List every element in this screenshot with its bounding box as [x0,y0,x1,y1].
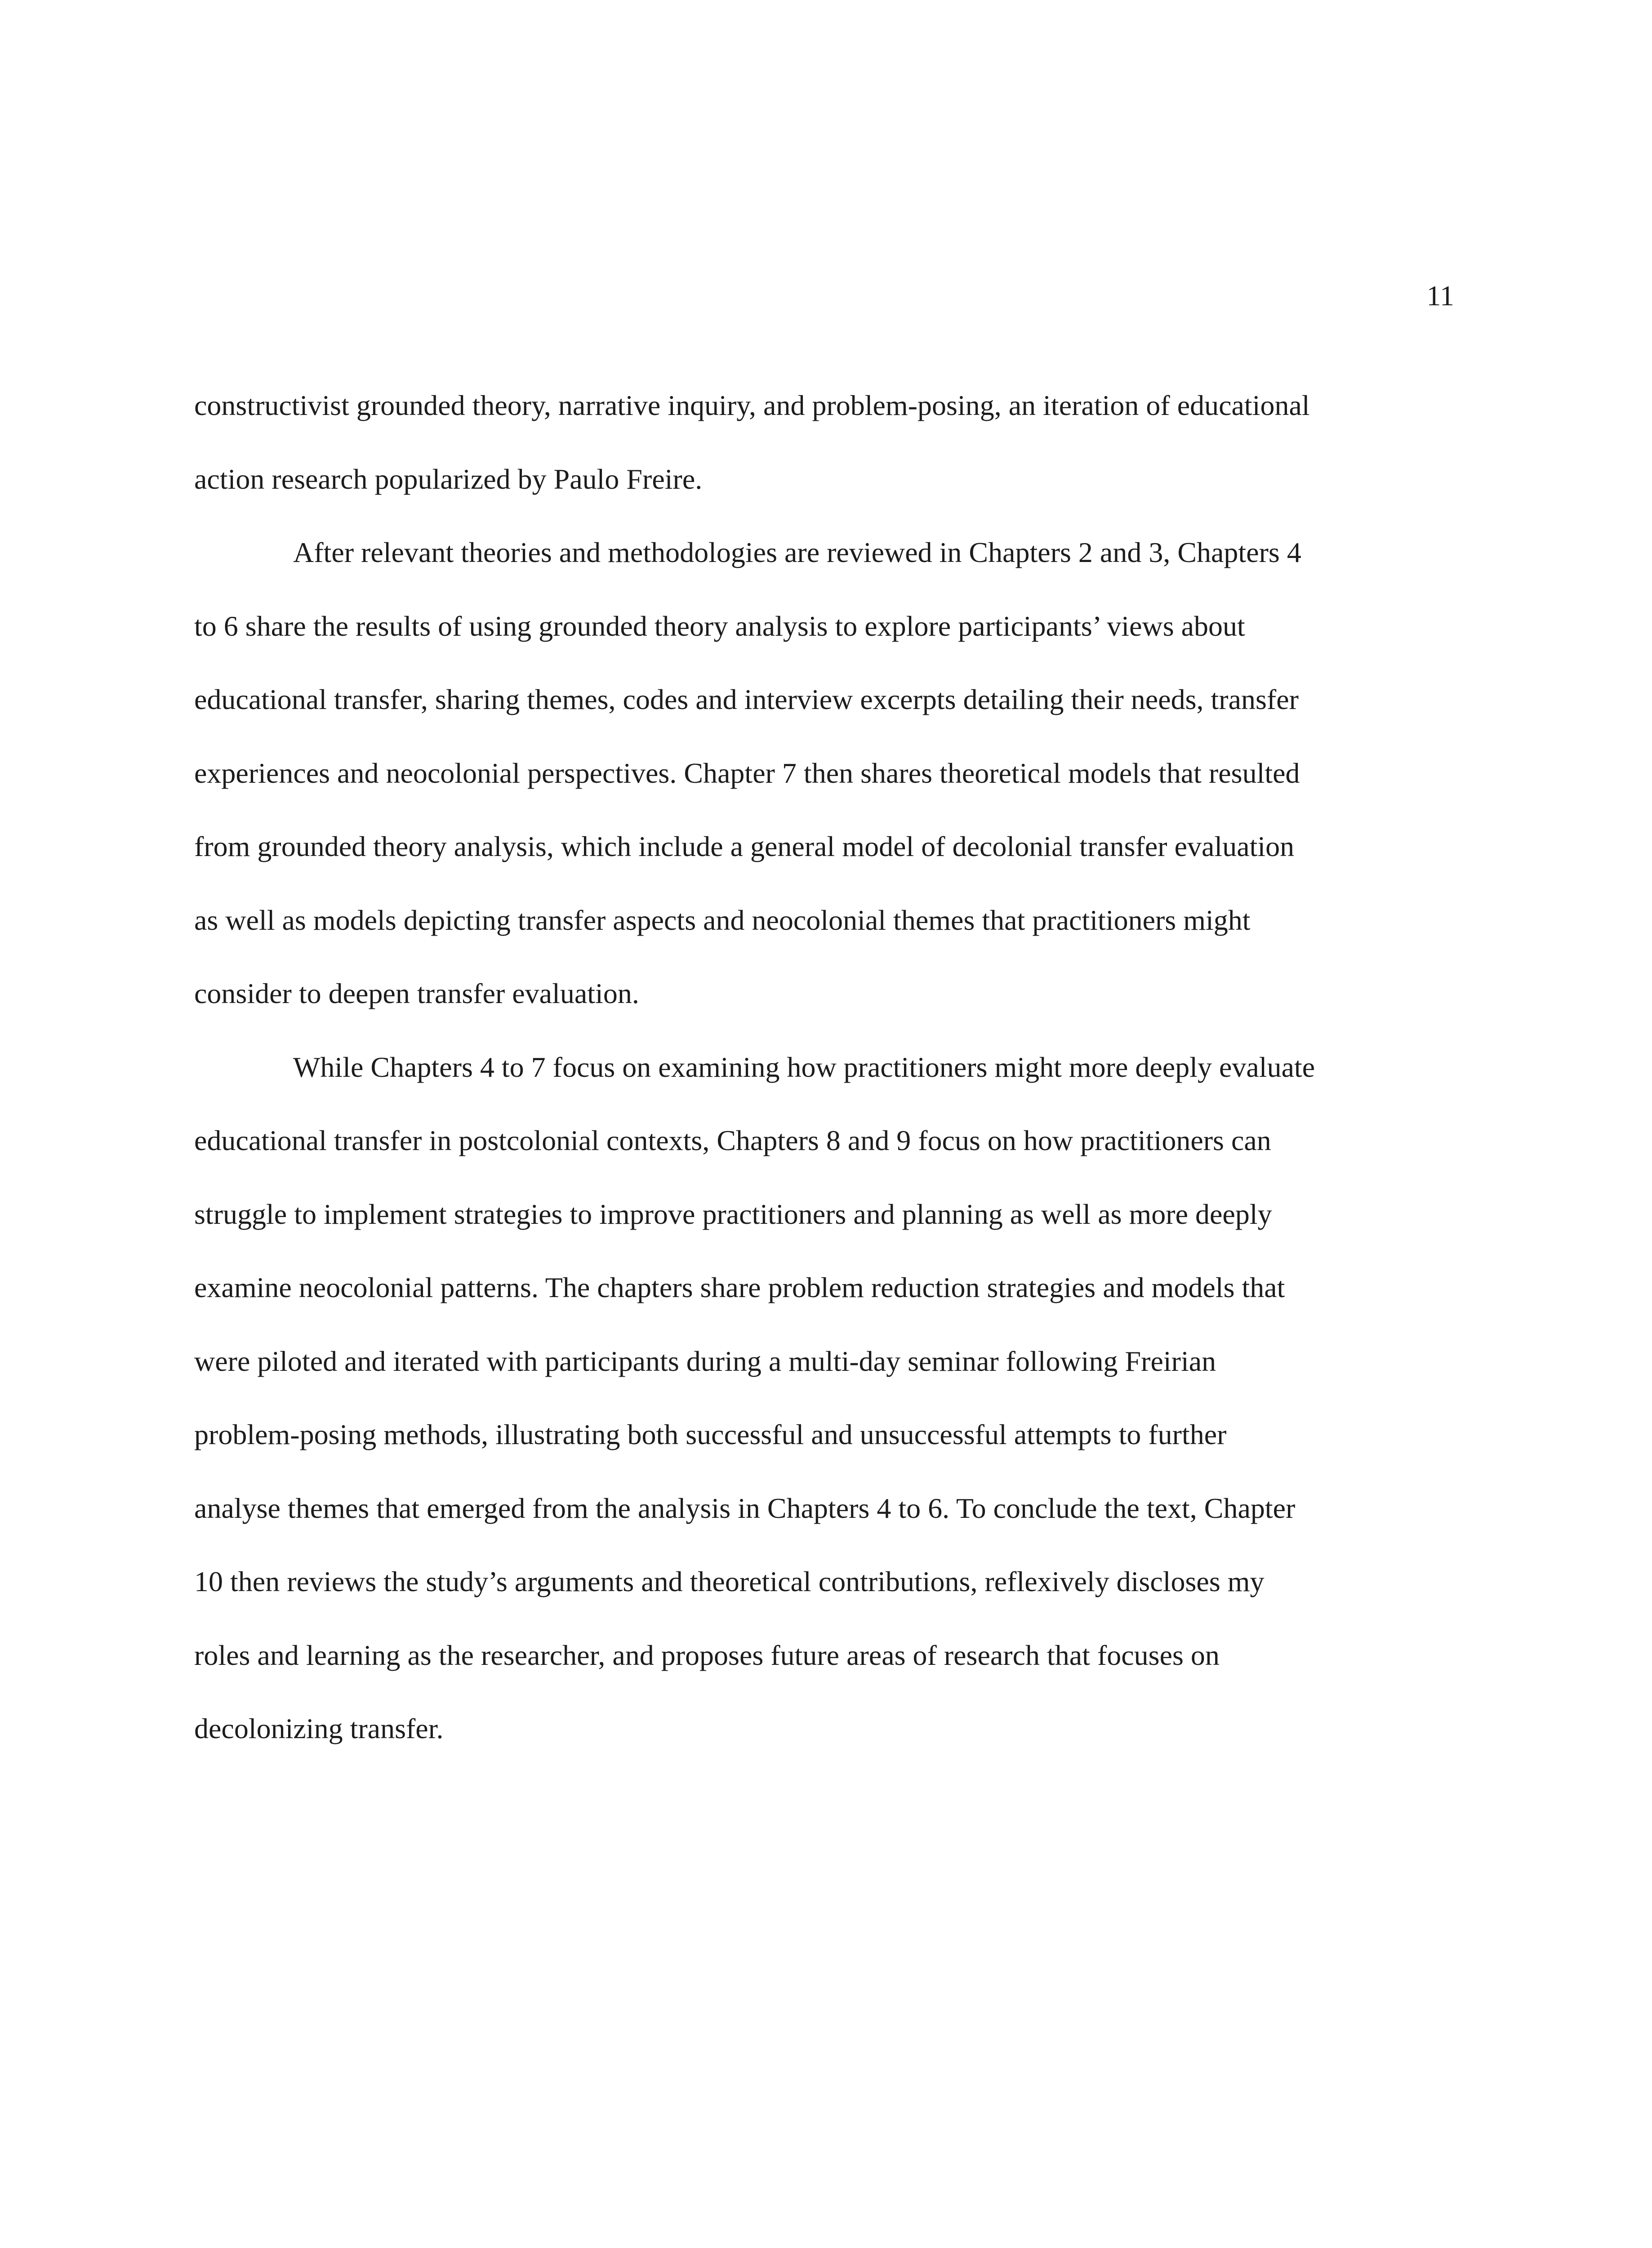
text-line: constructivist grounded theory, narrative inquiry, and problem-posing, an iteration of educational [194,389,1310,421]
text-line: as well as models depicting transfer aspects and neocolonial themes that practitioners might [194,904,1251,936]
text-line: experiences and neocolonial perspectives. Chapter 7 then shares theoretical models that resulted [194,757,1300,789]
text-line: to 6 share the results of using grounded theory analysis to explore participants’ views about [194,610,1245,642]
text-line: 10 then reviews the study’s arguments and theoretical contributions, reflexively discloses my [194,1566,1265,1597]
text-line: educational transfer, sharing themes, codes and interview excerpts detailing their needs, transfer [194,683,1299,715]
text-line: examine neocolonial patterns. The chapters share problem reduction strategies and models that [194,1271,1285,1303]
text-line: decolonizing transfer. [194,1713,444,1744]
text-line: analyse themes that emerged from the analysis in Chapters 4 to 6. To conclude the text, Chapter [194,1492,1296,1524]
paragraph-2 [194,516,1457,1030]
text-line: struggle to implement strategies to improve practitioners and planning as well as more deeply [194,1198,1272,1230]
text-line: consider to deepen transfer evaluation. [194,977,639,1009]
text-line: roles and learning as the researcher, and proposes future areas of research that focuses on [194,1639,1220,1671]
text-line: problem-posing methods, illustrating both successful and unsuccessful attempts to further [194,1418,1227,1450]
text-line: educational transfer in postcolonial contexts, Chapters 8 and 9 focus on how practitioners can [194,1124,1271,1156]
paragraph-1 [194,369,1457,516]
text-line: While Chapters 4 to 7 focus on examining how practitioners might more deeply evaluate [293,1051,1315,1083]
page-number: 11 [1426,280,1454,312]
body-text [194,369,1457,1766]
text-line: from grounded theory analysis, which include a general model of decolonial transfer evaluation [194,830,1295,862]
text-line: were piloted and iterated with participants during a multi-day seminar following Freirian [194,1345,1216,1377]
text-line: action research popularized by Paulo Freire. [194,463,703,495]
paragraph-3 [194,1030,1457,1766]
text-line: After relevant theories and methodologies are reviewed in Chapters 2 and 3, Chapters 4 [293,536,1301,568]
